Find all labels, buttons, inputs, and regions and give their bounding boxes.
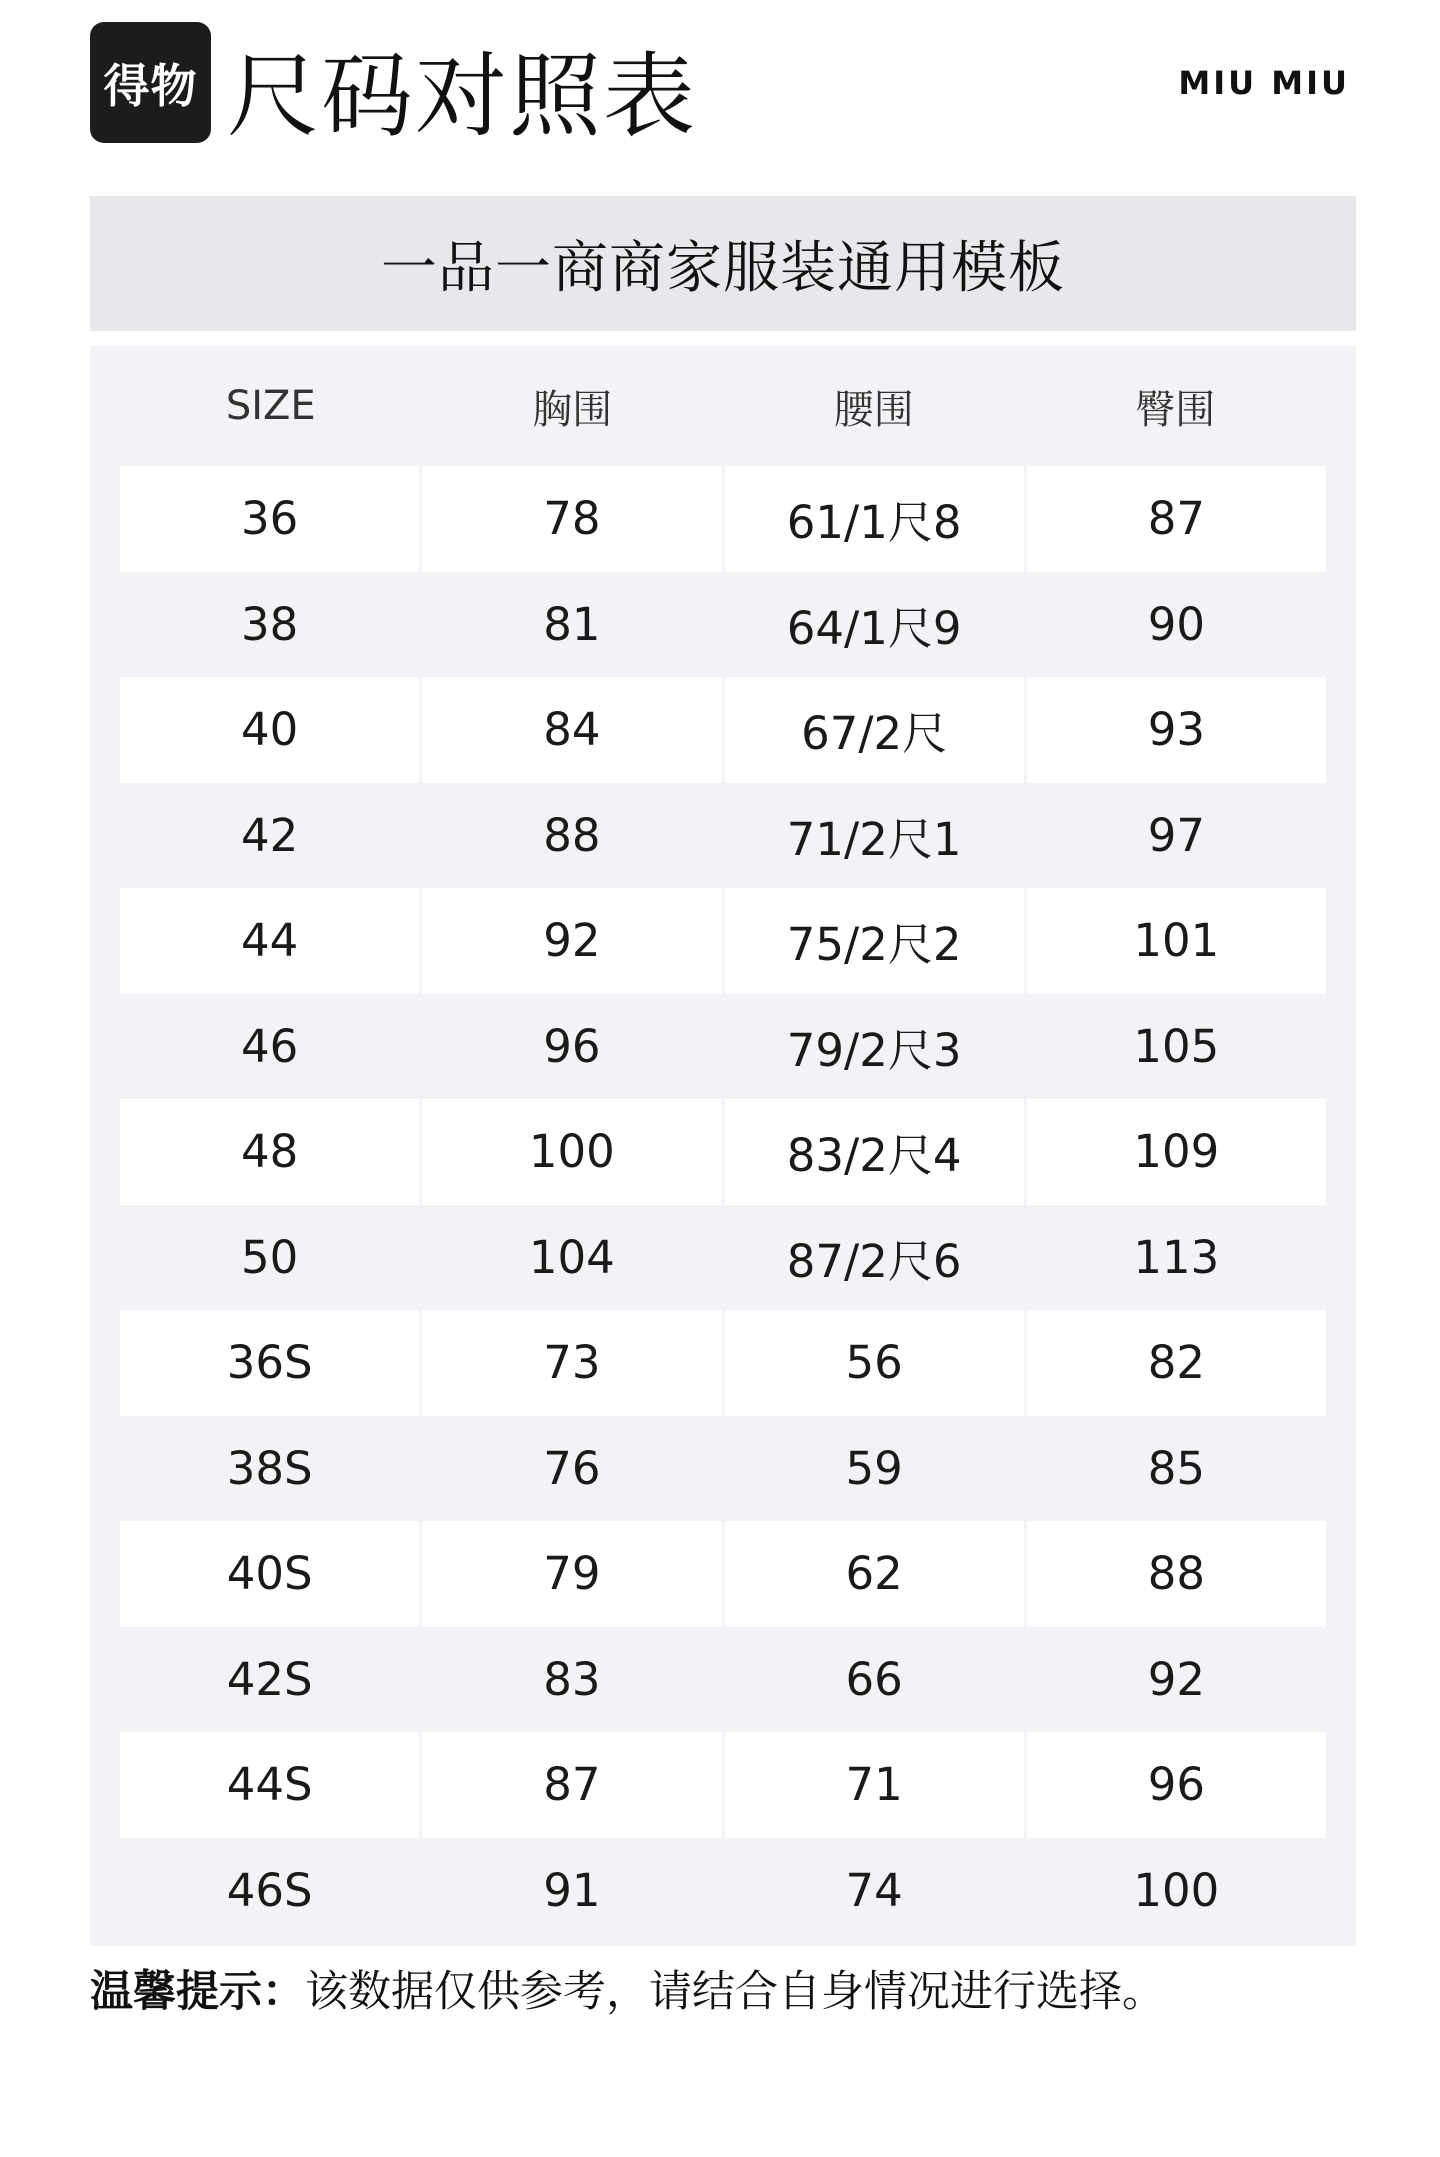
header-size: SIZE xyxy=(225,383,316,429)
cell-hip: 113 xyxy=(1133,1230,1220,1284)
cell-waist: 59 xyxy=(845,1441,903,1495)
cell-chest: 88 xyxy=(543,808,601,862)
cell-size: 40 xyxy=(120,677,419,783)
cell-waist: 71 xyxy=(725,1732,1024,1838)
table-row xyxy=(120,1416,1326,1522)
footer-note xyxy=(90,1962,1165,2022)
cell-chest: 73 xyxy=(422,1310,721,1416)
cell-hip: 88 xyxy=(1027,1521,1326,1627)
table-row xyxy=(120,466,1326,572)
cell-size: 48 xyxy=(120,1099,419,1205)
table-row xyxy=(120,572,1326,678)
cell-size: 46 xyxy=(240,1019,299,1073)
table-row xyxy=(120,677,1326,783)
cell-waist: 74 xyxy=(845,1863,903,1917)
cell-chest: 76 xyxy=(543,1441,601,1495)
table-row xyxy=(120,1099,1326,1205)
table-row xyxy=(120,1310,1326,1416)
cell-waist: 83/2尺4 xyxy=(725,1099,1024,1205)
cell-waist: 67/2尺 xyxy=(725,677,1024,783)
cell-size: 44S xyxy=(120,1732,419,1838)
table-row xyxy=(120,1838,1326,1944)
cell-waist: 62 xyxy=(725,1521,1024,1627)
table-row xyxy=(120,1205,1326,1311)
table-header-row xyxy=(120,346,1326,466)
cell-chest: 79 xyxy=(422,1521,721,1627)
table-row xyxy=(120,783,1326,889)
cell-waist: 61/1尺8 xyxy=(725,466,1024,572)
cell-chest: 104 xyxy=(528,1230,615,1284)
cell-chest: 87 xyxy=(422,1732,721,1838)
header xyxy=(90,22,1350,152)
cell-waist: 71/2尺1 xyxy=(786,812,962,866)
subtitle: 一品一商商家服装通用模板 xyxy=(381,235,1065,301)
cell-hip: 93 xyxy=(1027,677,1326,783)
cell-chest: 100 xyxy=(422,1099,721,1205)
cell-size: 46S xyxy=(226,1863,313,1917)
dewu-logo: 得物 xyxy=(90,22,211,143)
footer-text: 该数据仅供参考，请结合自身情况进行选择。 xyxy=(305,1967,1165,2017)
cell-waist: 56 xyxy=(725,1310,1024,1416)
cell-size: 42 xyxy=(240,808,299,862)
cell-size: 38S xyxy=(226,1441,313,1495)
footer-label: 温馨提示： xyxy=(90,1967,305,2017)
cell-hip: 90 xyxy=(1147,597,1205,651)
table-body xyxy=(120,466,1326,1943)
subtitle-band xyxy=(90,196,1356,331)
cell-hip: 109 xyxy=(1027,1099,1326,1205)
cell-hip: 96 xyxy=(1027,1732,1326,1838)
cell-chest: 81 xyxy=(543,597,601,651)
cell-hip: 87 xyxy=(1027,466,1326,572)
cell-size: 44 xyxy=(120,888,419,994)
header-hip: 臀围 xyxy=(1135,386,1216,433)
cell-chest: 96 xyxy=(543,1019,601,1073)
table-row xyxy=(120,994,1326,1100)
cell-waist: 66 xyxy=(845,1652,903,1706)
cell-waist: 87/2尺6 xyxy=(786,1234,962,1288)
cell-hip: 100 xyxy=(1133,1863,1220,1917)
cell-chest: 83 xyxy=(543,1652,601,1706)
brand-logo: MIU MIU xyxy=(1178,64,1350,102)
cell-size: 36 xyxy=(120,466,419,572)
cell-chest: 91 xyxy=(543,1863,601,1917)
cell-waist: 64/1尺9 xyxy=(786,601,962,655)
cell-size: 38 xyxy=(240,597,299,651)
cell-hip: 92 xyxy=(1147,1652,1205,1706)
table-row xyxy=(120,1732,1326,1838)
cell-size: 50 xyxy=(240,1230,299,1284)
cell-hip: 101 xyxy=(1027,888,1326,994)
cell-hip: 105 xyxy=(1133,1019,1220,1073)
header-waist: 腰围 xyxy=(833,386,914,433)
table-row xyxy=(120,888,1326,994)
cell-size: 36S xyxy=(120,1310,419,1416)
cell-chest: 92 xyxy=(422,888,721,994)
cell-chest: 84 xyxy=(422,677,721,783)
cell-size: 42S xyxy=(226,1652,313,1706)
cell-hip: 82 xyxy=(1027,1310,1326,1416)
table-row xyxy=(120,1521,1326,1627)
cell-waist: 79/2尺3 xyxy=(786,1023,962,1077)
cell-size: 40S xyxy=(120,1521,419,1627)
header-chest: 胸围 xyxy=(532,386,613,433)
cell-hip: 97 xyxy=(1147,808,1205,862)
cell-waist: 75/2尺2 xyxy=(725,888,1024,994)
cell-chest: 78 xyxy=(422,466,721,572)
cell-hip: 85 xyxy=(1147,1441,1205,1495)
size-table xyxy=(90,346,1356,1946)
table-row xyxy=(120,1627,1326,1733)
page-title: 尺码对照表 xyxy=(227,43,698,150)
